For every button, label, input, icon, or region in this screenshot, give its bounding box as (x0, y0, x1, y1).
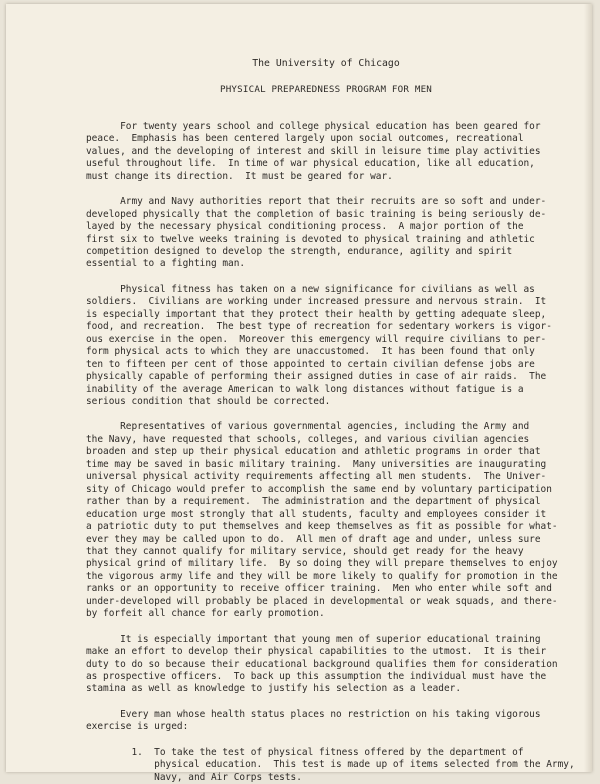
paragraph-civilian-fitness: Physical fitness has taken on a new significance for civilians as well as soldiers. Civilians are working under increased pressure and nervous strain. It is especially important that they protect their health by getting adequate sleep, food, and recreation. The best type of recreation for sedentary workers is vigor- ous exercise in the open. Moreover this emergency will require civilians to per- form physical acts to which they are unaccustomed. It has been found that only ten to fifteen per cent of those appointed to certain civilian defense jobs are physically capable of performing their assigned duties in case of air raids. The inability of the average American to walk long distances without fatigue is a serious condition that should be corrected. (86, 283, 552, 407)
paragraph-superior-training: It is especially important that young men of superior educational training make an effort to develop their physical capabilities to the utmost. It is their duty to do so because their educational background qualifies them for consideration as prospective officers. To back up this assumption the individual must have the stamina as well as knowledge to justify his selection as a leader. (86, 633, 558, 695)
paragraph-military-training: Army and Navy authorities report that their recruits are so soft and under- developed physically that the completion of basic training is being seriously de- layed by the necessary physical conditioning process. A major portion of the first six to twelve weeks training is devoted to physical training and athletic competition designed to develop the strength, endurance, agility and spirit essential to a fighting man. (86, 196, 547, 270)
paragraph-agency-requests: Representatives of various governmental agencies, including the Army and the Navy, have requested that schools, colleges, and various civilian agencies broaden and step up their physical education and athletic programs in order that time may be saved in basic military training. Many universities are inaugurating universal physical activity requirements affecting all men students. The Univer- sity of Chicago would prefer to accomplish the same end by voluntary participation rather than by a requirement. The administration and the department of physical education urge most strongly that all students, faculty and employees consider it a patriotic duty to put themselves and keep themselves as fit as possible for what- ever they may be called upon to do. All men of draft age and under, unless sure that they cannot qualify for military service, should get ready for the heavy physical grind of military life. By so doing they will prepare themselves to enjoy the vigorous army life and they will be more likely to qualify for promotion in the ranks or an opportunity to receive officer training. Men who enter while soft and under-developed will probably be placed in developmental or weak squads, and there- by forfeit all chance for early promotion. (86, 421, 558, 620)
page-edge-shading (584, 4, 592, 772)
paragraph-peace-education: For twenty years school and college physical education has been geared for peace. Emphasis has been centered largely upon social outcomes, recreational values, and the developing of interest and skill in leisure time play activities useful throughout life. In time of war physical education, like all education, must change its direction. It must be geared for war. (86, 120, 541, 182)
paragraph-health-status: Every man whose health status places no restriction on his taking vigorous exercise is urged: (86, 708, 541, 733)
document-page (6, 4, 592, 783)
typed-text-block (86, 58, 575, 784)
document-title: PHYSICAL PREPAREDNESS PROGRAM FOR MEN (219, 84, 433, 96)
institution-heading: The University of Chicago (252, 58, 400, 69)
list-item: 1. To take the test of physical fitness offered by the department of physical education. This test is made up of items selected from the Army, Navy, and Air Corps tests. (131, 746, 575, 783)
